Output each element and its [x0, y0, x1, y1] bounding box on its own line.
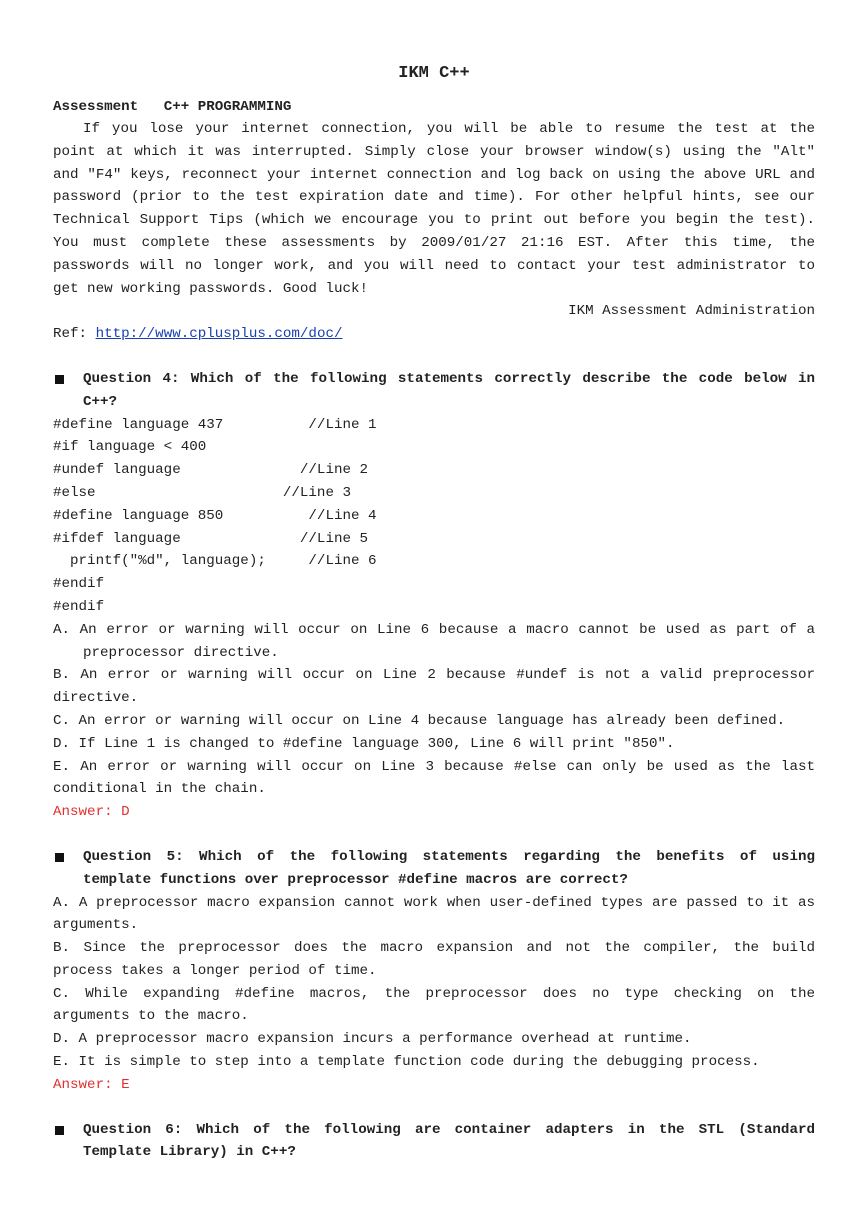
question-5-option-a: A. A preprocessor macro expansion cannot work when user-defined types are passed to it as arguments.	[53, 894, 815, 934]
question-5-text: Question 5: Which of the following statements regarding the benefits of using template functions over preprocessor #define macros are correct?	[83, 848, 815, 888]
assessment-heading	[53, 96, 815, 118]
bullet-square-icon	[55, 375, 64, 384]
assessment-name: C++ PROGRAMMING	[163, 99, 292, 115]
question-5-option-e: E. It is simple to step into a template function code during the debugging process.	[53, 1054, 760, 1071]
code-line: #endif	[53, 576, 105, 593]
question-5-option-b: B. Since the preprocessor does the macro expansion and not the compiler, the build process takes a longer period of time.	[53, 940, 815, 979]
reference-label: Ref:	[53, 326, 96, 343]
document-page	[53, 60, 815, 1164]
bullet-square-icon	[55, 1126, 64, 1135]
question-5-option-c: C. While expanding #define macros, the preprocessor does no type checking on the arguments to the macro.	[53, 985, 815, 1025]
document-title: IKM C++	[398, 64, 470, 83]
code-line: #else //Line 3	[53, 484, 351, 501]
question-4-answer: Answer: D	[53, 804, 130, 821]
code-line: #define language 437 //Line 1	[53, 416, 377, 433]
code-line: #define language 850 //Line 4	[53, 507, 377, 524]
bullet-square-icon	[55, 853, 64, 862]
code-line: #endif	[53, 598, 105, 615]
signoff: IKM Assessment Administration	[568, 303, 815, 320]
code-line: #undef language //Line 2	[53, 462, 369, 479]
question-4-code	[53, 414, 815, 619]
question-6-text: Question 6: Which of the following are container adapters in the STL (Standard Template Library) in C++?	[83, 1121, 815, 1161]
code-line: printf("%d", language); //Line 6	[53, 553, 377, 570]
question-6	[53, 1119, 815, 1165]
question-5	[53, 846, 815, 892]
question-4-text: Question 4: Which of the following statements correctly describe the code below in C++?	[83, 370, 815, 410]
question-4-option-c: C. An error or warning will occur on Line 4 because language has already been defined.	[53, 712, 786, 729]
question-4-option-a: A. An error or warning will occur on Line 6 because a macro cannot be used as part of a preprocessor directive.	[53, 621, 815, 661]
question-5-answer: Answer: E	[53, 1076, 130, 1093]
reference-link[interactable]: http://www.cplusplus.com/doc/	[95, 326, 343, 343]
assessment-label: Assessment	[53, 99, 139, 115]
code-line: #ifdef language //Line 5	[53, 530, 369, 547]
question-4-option-e: E. An error or warning will occur on Line 3 because #else can only be used as the last conditional in the chain.	[53, 758, 815, 798]
question-4-option-d: D. If Line 1 is changed to #define language 300, Line 6 will print "850".	[53, 735, 675, 752]
reference-line	[53, 323, 815, 346]
question-4	[53, 368, 815, 414]
code-line: #if language < 400	[53, 439, 207, 456]
intro-paragraph: If you lose your internet connection, you will be able to resume the test at the point at which it was interrupted. Simply close your browser window(s) using the "Alt" and "F4" keys, reconnect your internet connection and log back on using the above URL and password (prior to the test expiration date and time). For other helpful hints, see our Technical Support Tips (which we encourage you to print out before you begin the test). You must complete these assessments by 2009/01/27 21:16 EST. After this time, the passwords will no longer work, and you will need to contact your test administrator to get new working passwords. Good luck!	[53, 121, 815, 297]
question-4-option-b: B. An error or warning will occur on Line 2 because #undef is not a valid preprocessor directive.	[53, 667, 815, 707]
question-5-option-d: D. A preprocessor macro expansion incurs a performance overhead at runtime.	[53, 1031, 692, 1048]
